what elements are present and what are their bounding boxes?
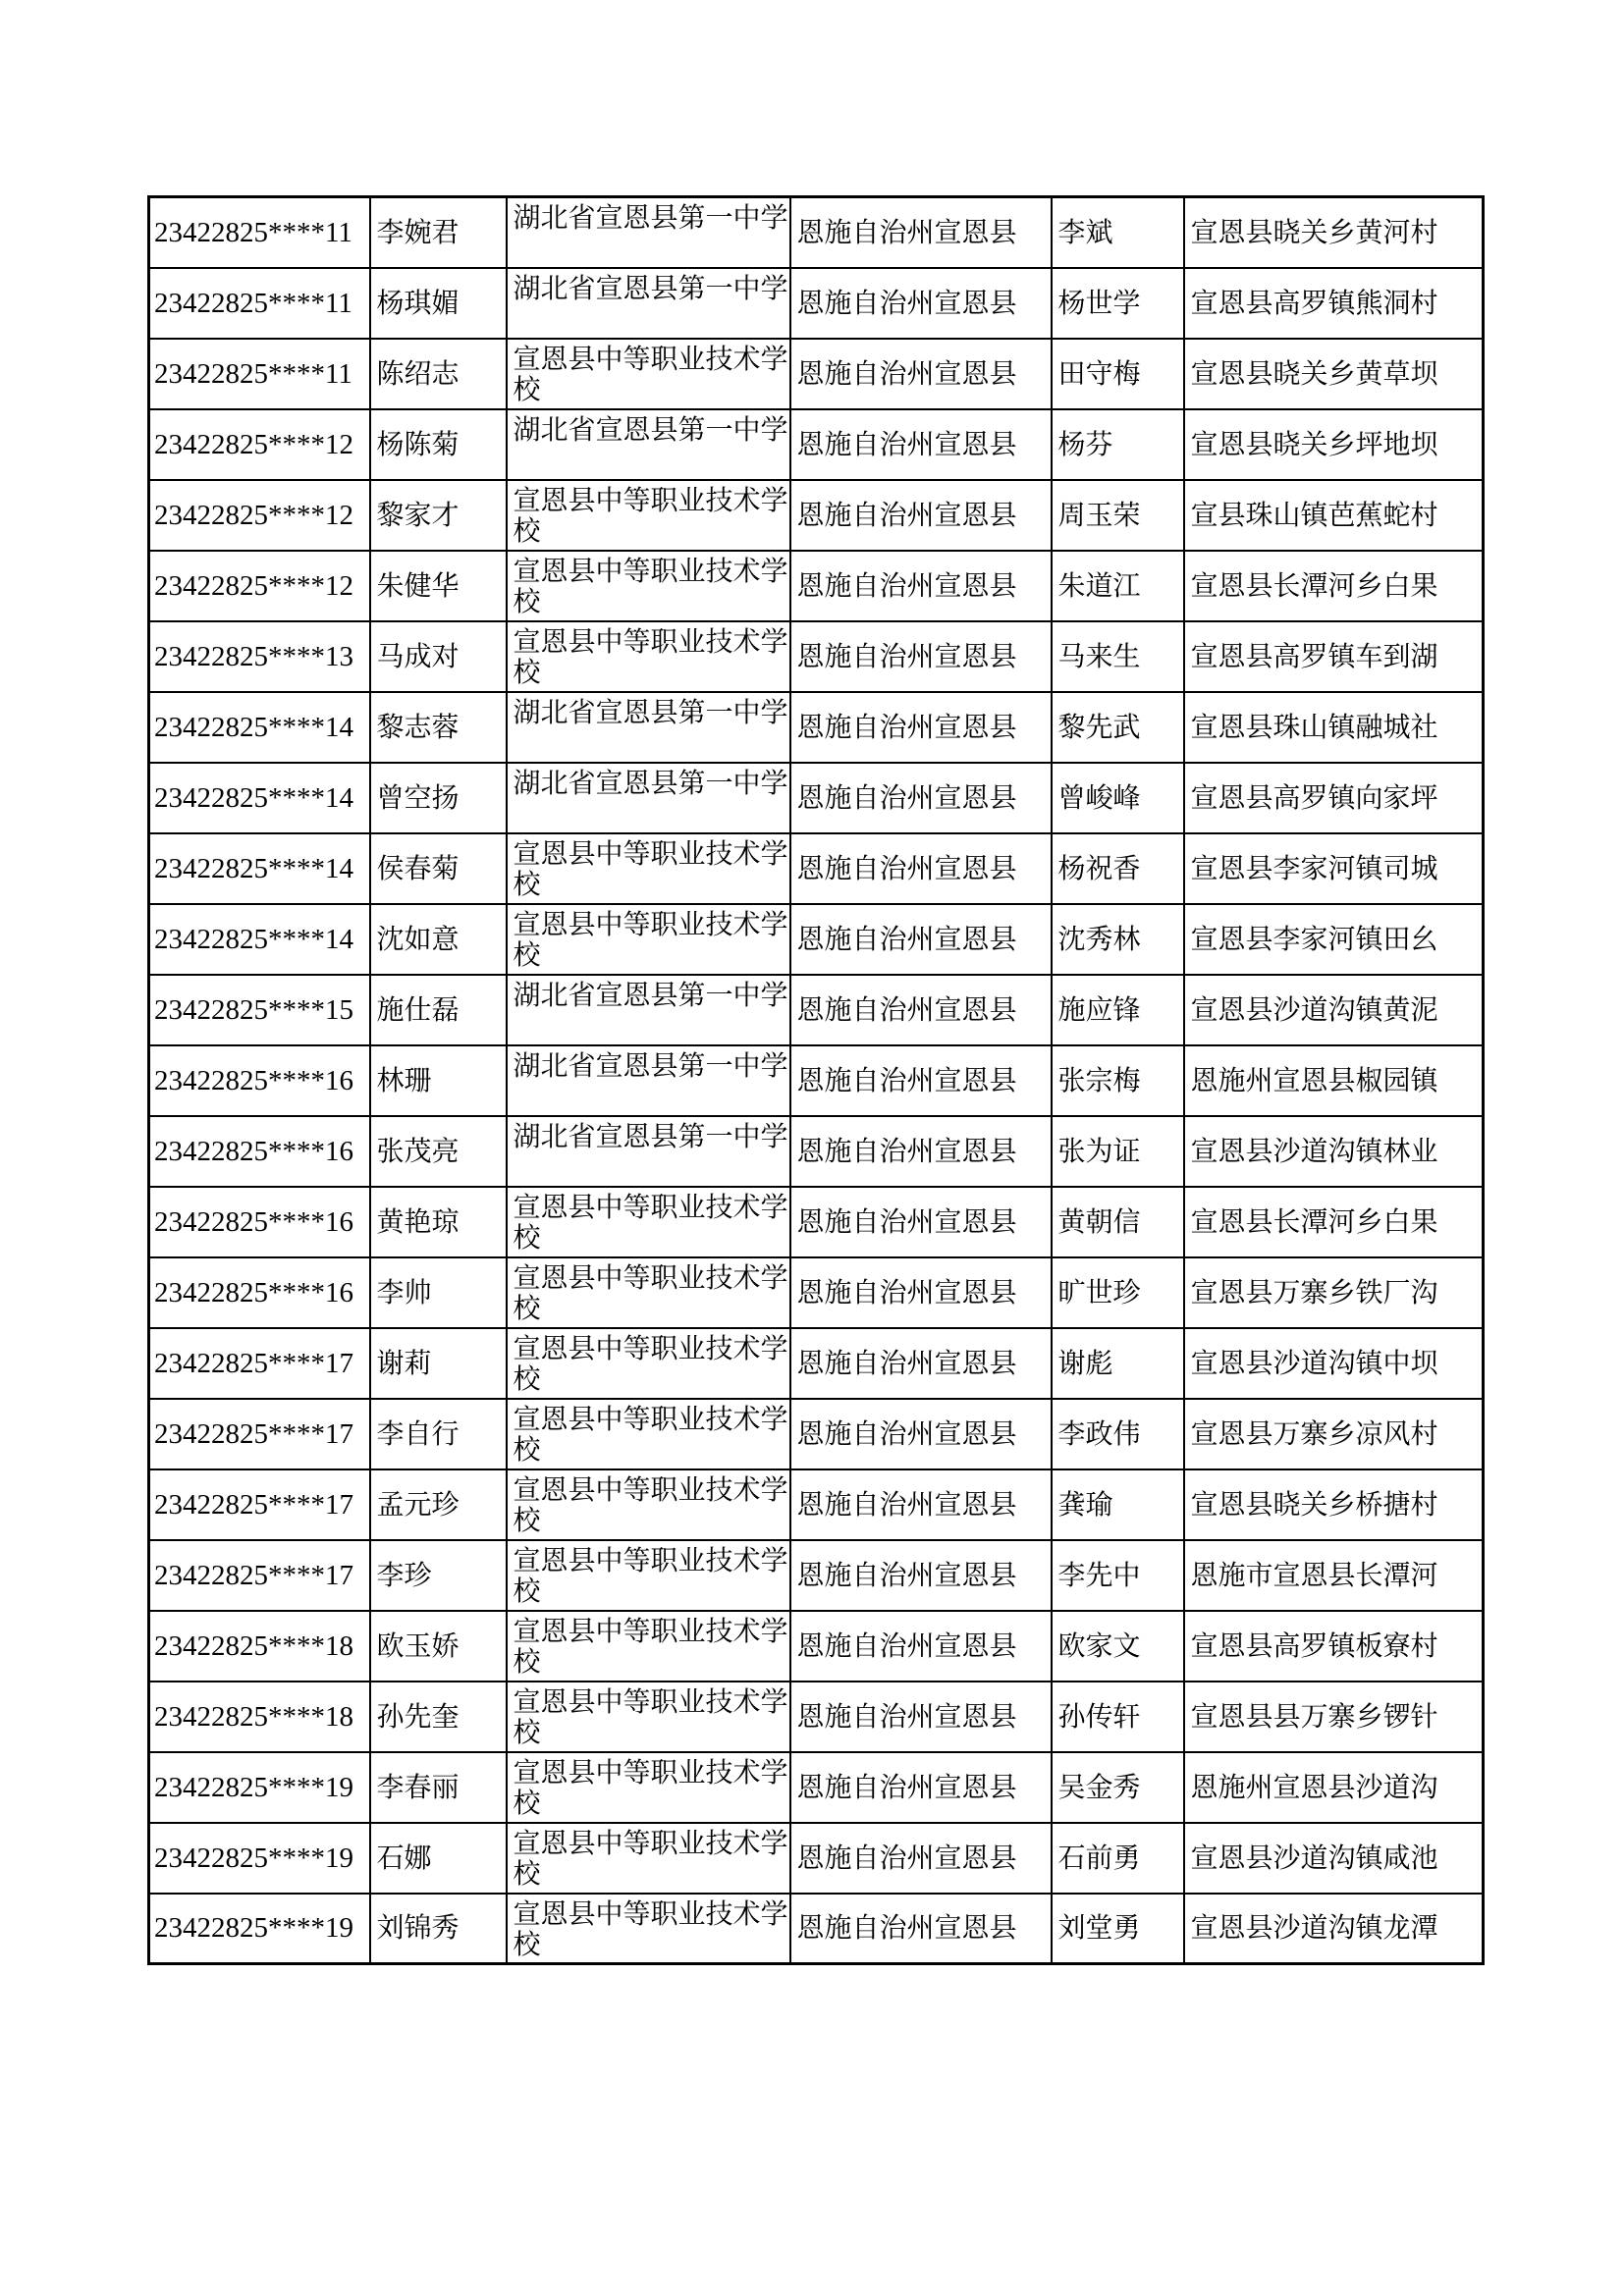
student-name-cell: 马成对 [370,621,507,692]
student-name-cell: 张茂亮 [370,1116,507,1187]
address-cell: 恩施州宣恩县沙道沟 [1184,1752,1484,1823]
student-id-cell: 23422825****11 [149,339,370,409]
student-name-cell: 谢莉 [370,1328,507,1399]
school-cell: 湖北省宣恩县第一中学 [507,763,790,833]
student-name-cell: 孟元珍 [370,1469,507,1540]
student-id-cell: 23422825****14 [149,692,370,763]
student-name-cell: 刘锦秀 [370,1894,507,1964]
region-cell: 恩施自治州宣恩县 [790,197,1052,268]
table-row [149,763,1484,833]
address-cell: 宣恩县沙道沟镇龙潭 [1184,1894,1484,1964]
student-id-cell: 23422825****18 [149,1682,370,1752]
student-name-cell: 李春丽 [370,1752,507,1823]
guardian-name-cell: 朱道江 [1052,551,1184,621]
student-id-cell: 23422825****14 [149,833,370,904]
guardian-name-cell: 黄朝信 [1052,1187,1184,1257]
school-cell: 宣恩县中等职业技术学校 [507,1187,790,1257]
student-id-cell: 23422825****17 [149,1540,370,1611]
school-cell: 宣恩县中等职业技术学校 [507,480,790,551]
table-row [149,1894,1484,1964]
student-id-cell: 23422825****15 [149,975,370,1045]
region-cell: 恩施自治州宣恩县 [790,1399,1052,1469]
table-row [149,1328,1484,1399]
table-row [149,409,1484,480]
school-cell: 宣恩县中等职业技术学校 [507,1328,790,1399]
address-cell: 宣恩县沙道沟镇黄泥 [1184,975,1484,1045]
address-cell: 宣恩县沙道沟镇中坝 [1184,1328,1484,1399]
school-cell: 宣恩县中等职业技术学校 [507,904,790,975]
student-id-cell: 23422825****17 [149,1469,370,1540]
address-cell: 宣恩县长潭河乡白果 [1184,1187,1484,1257]
guardian-name-cell: 张宗梅 [1052,1045,1184,1116]
table-row [149,1469,1484,1540]
student-name-cell: 李婉君 [370,197,507,268]
student-id-cell: 23422825****16 [149,1116,370,1187]
student-name-cell: 林珊 [370,1045,507,1116]
student-id-cell: 23422825****14 [149,763,370,833]
address-cell: 宣恩县万寨乡凉风村 [1184,1399,1484,1469]
region-cell: 恩施自治州宣恩县 [790,1116,1052,1187]
student-name-cell: 黄艳琼 [370,1187,507,1257]
school-cell: 宣恩县中等职业技术学校 [507,833,790,904]
address-cell: 宣恩县县万寨乡锣针 [1184,1682,1484,1752]
student-roster-table [147,195,1485,1965]
student-id-cell: 23422825****16 [149,1187,370,1257]
guardian-name-cell: 龚瑜 [1052,1469,1184,1540]
region-cell: 恩施自治州宣恩县 [790,763,1052,833]
student-id-cell: 23422825****19 [149,1752,370,1823]
student-name-cell: 杨琪媚 [370,268,507,339]
table-row [149,692,1484,763]
student-id-cell: 23422825****11 [149,197,370,268]
region-cell: 恩施自治州宣恩县 [790,1682,1052,1752]
region-cell: 恩施自治州宣恩县 [790,1328,1052,1399]
school-cell: 宣恩县中等职业技术学校 [507,1540,790,1611]
region-cell: 恩施自治州宣恩县 [790,1611,1052,1682]
guardian-name-cell: 旷世珍 [1052,1257,1184,1328]
guardian-name-cell: 李先中 [1052,1540,1184,1611]
student-name-cell: 侯春菊 [370,833,507,904]
guardian-name-cell: 杨世学 [1052,268,1184,339]
region-cell: 恩施自治州宣恩县 [790,1540,1052,1611]
address-cell: 恩施州宣恩县椒园镇 [1184,1045,1484,1116]
school-cell: 宣恩县中等职业技术学校 [507,339,790,409]
guardian-name-cell: 谢彪 [1052,1328,1184,1399]
region-cell: 恩施自治州宣恩县 [790,339,1052,409]
guardian-name-cell: 杨芬 [1052,409,1184,480]
guardian-name-cell: 周玉荣 [1052,480,1184,551]
school-cell: 湖北省宣恩县第一中学 [507,1045,790,1116]
table-row [149,1187,1484,1257]
table-row [149,1752,1484,1823]
student-id-cell: 23422825****16 [149,1257,370,1328]
table-row [149,1045,1484,1116]
school-cell: 宣恩县中等职业技术学校 [507,1257,790,1328]
address-cell: 宣县珠山镇芭蕉蛇村 [1184,480,1484,551]
student-name-cell: 李珍 [370,1540,507,1611]
student-id-cell: 23422825****19 [149,1894,370,1964]
school-cell: 湖北省宣恩县第一中学 [507,409,790,480]
student-id-cell: 23422825****13 [149,621,370,692]
address-cell: 宣恩县李家河镇田幺 [1184,904,1484,975]
region-cell: 恩施自治州宣恩县 [790,904,1052,975]
student-name-cell: 黎家才 [370,480,507,551]
address-cell: 宣恩县晓关乡坪地坝 [1184,409,1484,480]
guardian-name-cell: 马来生 [1052,621,1184,692]
guardian-name-cell: 李政伟 [1052,1399,1184,1469]
table-row [149,904,1484,975]
student-id-cell: 23422825****12 [149,409,370,480]
student-id-cell: 23422825****18 [149,1611,370,1682]
student-name-cell: 黎志蓉 [370,692,507,763]
guardian-name-cell: 石前勇 [1052,1823,1184,1894]
guardian-name-cell: 黎先武 [1052,692,1184,763]
student-name-cell: 施仕磊 [370,975,507,1045]
student-id-cell: 23422825****17 [149,1399,370,1469]
table-row [149,480,1484,551]
student-name-cell: 孙先奎 [370,1682,507,1752]
region-cell: 恩施自治州宣恩县 [790,1823,1052,1894]
student-name-cell: 陈绍志 [370,339,507,409]
student-name-cell: 李自行 [370,1399,507,1469]
address-cell: 宣恩县珠山镇融城社 [1184,692,1484,763]
table-row [149,1540,1484,1611]
address-cell: 宣恩县高罗镇车到湖 [1184,621,1484,692]
address-cell: 宣恩县长潭河乡白果 [1184,551,1484,621]
student-id-cell: 23422825****19 [149,1823,370,1894]
region-cell: 恩施自治州宣恩县 [790,480,1052,551]
table-row [149,833,1484,904]
region-cell: 恩施自治州宣恩县 [790,1257,1052,1328]
student-name-cell: 石娜 [370,1823,507,1894]
table-row [149,975,1484,1045]
region-cell: 恩施自治州宣恩县 [790,409,1052,480]
address-cell: 宣恩县万寨乡铁厂沟 [1184,1257,1484,1328]
school-cell: 宣恩县中等职业技术学校 [507,1894,790,1964]
guardian-name-cell: 田守梅 [1052,339,1184,409]
table-row [149,621,1484,692]
address-cell: 宣恩县高罗镇熊洞村 [1184,268,1484,339]
guardian-name-cell: 施应锋 [1052,975,1184,1045]
address-cell: 宣恩县晓关乡黄河村 [1184,197,1484,268]
student-name-cell: 李帅 [370,1257,507,1328]
school-cell: 宣恩县中等职业技术学校 [507,1469,790,1540]
school-cell: 宣恩县中等职业技术学校 [507,1682,790,1752]
address-cell: 恩施市宣恩县长潭河 [1184,1540,1484,1611]
guardian-name-cell: 刘堂勇 [1052,1894,1184,1964]
region-cell: 恩施自治州宣恩县 [790,1187,1052,1257]
student-id-cell: 23422825****11 [149,268,370,339]
region-cell: 恩施自治州宣恩县 [790,1894,1052,1964]
school-cell: 宣恩县中等职业技术学校 [507,621,790,692]
guardian-name-cell: 沈秀林 [1052,904,1184,975]
student-id-cell: 23422825****12 [149,551,370,621]
table-row [149,268,1484,339]
student-id-cell: 23422825****16 [149,1045,370,1116]
student-id-cell: 23422825****17 [149,1328,370,1399]
guardian-name-cell: 欧家文 [1052,1611,1184,1682]
guardian-name-cell: 孙传轩 [1052,1682,1184,1752]
address-cell: 宣恩县沙道沟镇林业 [1184,1116,1484,1187]
table-row [149,1682,1484,1752]
student-id-cell: 23422825****14 [149,904,370,975]
guardian-name-cell: 杨祝香 [1052,833,1184,904]
student-id-cell: 23422825****12 [149,480,370,551]
guardian-name-cell: 吴金秀 [1052,1752,1184,1823]
student-name-cell: 曾空扬 [370,763,507,833]
guardian-name-cell: 李斌 [1052,197,1184,268]
school-cell: 宣恩县中等职业技术学校 [507,1611,790,1682]
table-row [149,551,1484,621]
school-cell: 宣恩县中等职业技术学校 [507,1823,790,1894]
address-cell: 宣恩县晓关乡桥搪村 [1184,1469,1484,1540]
region-cell: 恩施自治州宣恩县 [790,551,1052,621]
school-cell: 宣恩县中等职业技术学校 [507,1399,790,1469]
table-body [149,197,1484,1964]
region-cell: 恩施自治州宣恩县 [790,1752,1052,1823]
table-row [149,339,1484,409]
table-row [149,1399,1484,1469]
student-name-cell: 朱健华 [370,551,507,621]
table-row [149,197,1484,268]
region-cell: 恩施自治州宣恩县 [790,1469,1052,1540]
table-row [149,1823,1484,1894]
region-cell: 恩施自治州宣恩县 [790,268,1052,339]
school-cell: 湖北省宣恩县第一中学 [507,692,790,763]
address-cell: 宣恩县李家河镇司城 [1184,833,1484,904]
school-cell: 湖北省宣恩县第一中学 [507,197,790,268]
region-cell: 恩施自治州宣恩县 [790,692,1052,763]
address-cell: 宣恩县沙道沟镇咸池 [1184,1823,1484,1894]
guardian-name-cell: 曾峻峰 [1052,763,1184,833]
region-cell: 恩施自治州宣恩县 [790,975,1052,1045]
student-name-cell: 杨陈菊 [370,409,507,480]
student-name-cell: 沈如意 [370,904,507,975]
address-cell: 宣恩县高罗镇向家坪 [1184,763,1484,833]
guardian-name-cell: 张为证 [1052,1116,1184,1187]
school-cell: 宣恩县中等职业技术学校 [507,551,790,621]
address-cell: 宣恩县晓关乡黄草坝 [1184,339,1484,409]
region-cell: 恩施自治州宣恩县 [790,621,1052,692]
table-row [149,1611,1484,1682]
school-cell: 湖北省宣恩县第一中学 [507,268,790,339]
school-cell: 湖北省宣恩县第一中学 [507,975,790,1045]
student-name-cell: 欧玉娇 [370,1611,507,1682]
table-row [149,1257,1484,1328]
region-cell: 恩施自治州宣恩县 [790,1045,1052,1116]
region-cell: 恩施自治州宣恩县 [790,833,1052,904]
address-cell: 宣恩县高罗镇板寮村 [1184,1611,1484,1682]
table-row [149,1116,1484,1187]
school-cell: 宣恩县中等职业技术学校 [507,1752,790,1823]
school-cell: 湖北省宣恩县第一中学 [507,1116,790,1187]
